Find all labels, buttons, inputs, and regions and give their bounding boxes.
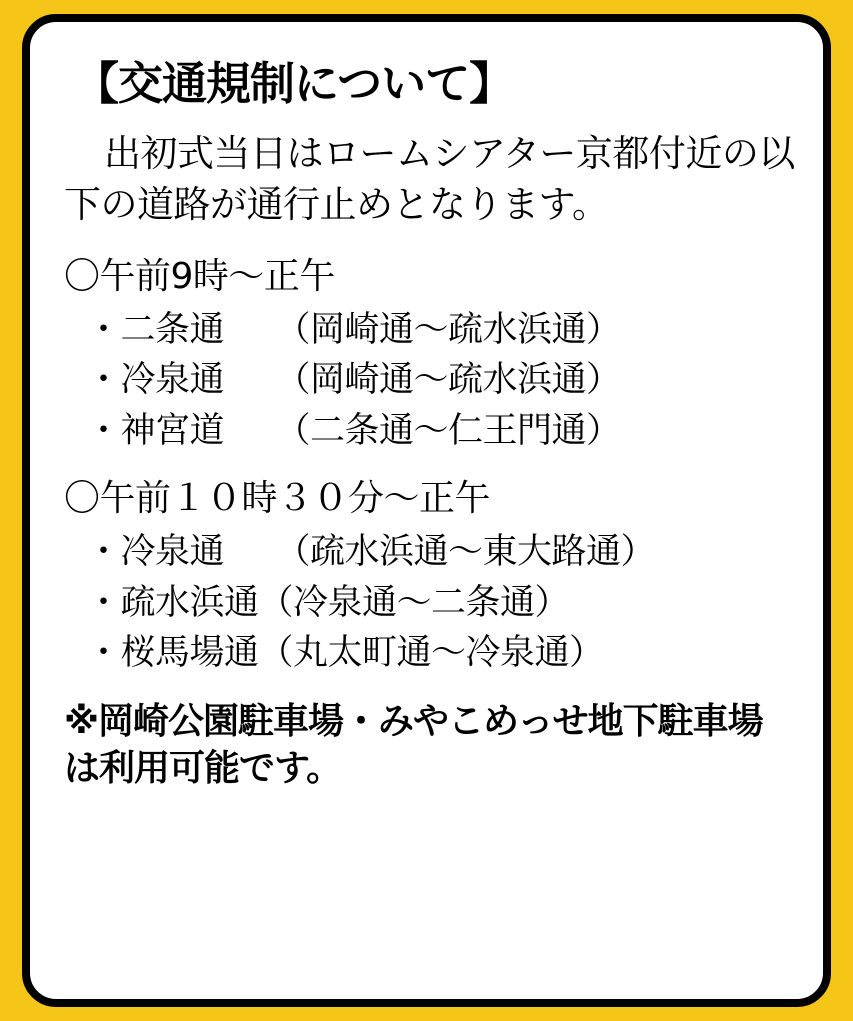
intro-paragraph [64, 128, 797, 230]
notice-card [22, 14, 831, 1007]
section-heading: 〇午前9時〜正午 [64, 255, 335, 297]
footnote: ※岡崎公園駐車場・みやこめっせ地下駐車場は利用可能です。 [64, 700, 763, 789]
section-morning-1030 [64, 476, 797, 676]
section-morning-9 [64, 254, 797, 454]
list-item: ・冷泉通 （疏水浜通〜東大路通） [86, 532, 656, 573]
list-item: ・疏水浜通（冷泉通〜二条通） [86, 582, 570, 623]
intro-text: 出初式当日はロームシアター京都付近の以下の道路が通行止めとなります。 [64, 131, 795, 226]
list-item: ・冷泉通 （岡崎通〜疏水浜通） [86, 360, 621, 401]
list-item: ・二条通 （岡崎通〜疏水浜通） [86, 309, 621, 350]
page-title: 【交通規制について】 [74, 57, 514, 110]
list-item: ・桜馬場通（丸太町通〜冷泉通） [86, 633, 604, 674]
list-item: ・神宮道 （二条通〜仁王門通） [86, 410, 621, 451]
section-heading: 〇午前１０時３０分〜正午 [64, 478, 491, 520]
